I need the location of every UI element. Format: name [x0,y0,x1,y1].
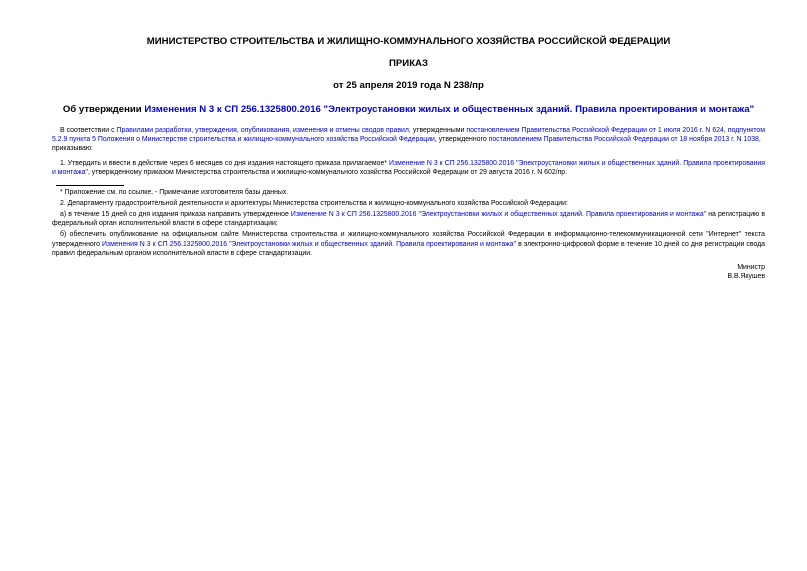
document-title [52,104,765,116]
resolution-624-link[interactable]: постановлением Правительства Российской Федерации от 1 июля 2016 г. N 624 [466,126,724,134]
order-word: приказываю: [52,144,93,152]
preamble-text-3: , [723,126,728,134]
item-2a [52,210,765,228]
doc-type-heading: ПРИКАЗ [389,58,428,69]
title-prefix: Об утверждении [62,104,145,115]
item-2b-text-1: б) обеспечить опубликование на официальном сайте Министерства строительства и жилищно-коммунального хозяйства Российской Федерации в информационно-телекоммуникационной сети "Интернет" текста утвержденного [52,231,765,248]
item-1 [52,159,765,177]
preamble-paragraph [52,126,765,144]
rules-link[interactable]: Правилами разработки, утверждения, опубликования, изменения и отмены сводов правил [116,126,409,134]
item-2a-text-2: на регистрацию в федеральный орган исполнительной власти в сфере стандартизации; [52,211,765,228]
item-2b-text-2: в электронно-цифровой форме в течение 10 дней со дня регистрации свода правил федеральным органом исполнительной власти в сфере стандартизации. [52,240,765,257]
ministry-heading: МИНИСТЕРСТВО СТРОИТЕЛЬСТВА И ЖИЛИЩНО-КОММУНАЛЬНОГО ХОЗЯЙСТВА РОССИЙСКОЙ ФЕДЕРАЦИИ [146,36,671,47]
item-2: 2. Департаменту градостроительной деятельности и архитектуры Министерства строительства и жилищно-коммунального хозяйства Российской Федерации: [60,200,568,208]
footnote-separator [56,185,124,186]
date-number-heading: от 25 апреля 2019 года N 238/пр [333,80,484,91]
footnote: * Приложение см. по ссылке. - Примечание изготовителя базы данных. [60,189,289,197]
preamble-text-5: , [758,135,761,143]
item-2a-text-1: а) в течение 15 дней со дня издания приказа направить утвержденное [60,211,291,219]
item-1-text-2: , утвержденному приказом Министерства строительства и жилищно-коммунального хозяйства Российской Федерации от 29 августа 2016 г. N 602/пр. [87,168,568,176]
amendment-link-2[interactable]: Изменение N 3 к СП 256.1325800.2016 "Электроустановки жилых и общественных зданий. Правила проектирования и монтажа" [290,211,707,219]
amendment-link-3[interactable]: Изменения N 3 к СП 256.1325800.2016 "Электроустановки жилых и общественных зданий. Правила проектирования и монтажа" [101,240,517,248]
item-1-text-1: 1. Утвердить и ввести в действие через 6 месяцев со дня издания настоящего приказа прилагаемое* [60,159,390,167]
title-link[interactable]: Изменения N 3 к СП 256.1325800.2016 "Электроустановки жилых и общественных зданий. Правила проектирования и монтажа" [144,104,755,115]
preamble-text-1: В соответствии с [60,126,117,134]
preamble-text-4: , утвержденного [434,135,489,143]
amendment-link-1[interactable]: Изменение N 3 к СП 256.1325800.2016 "Электроустановки жилых и общественных зданий. Правила проектирования и монтажа" [52,159,766,176]
item-2b [52,230,765,257]
preamble-text-2: , утвержденными [408,126,467,134]
regulation-subclause-link[interactable]: подпунктом 5.2.9 пункта 5 Положения о Министерстве строительства и жилищно-коммунального хозяйства Российской Федерации [52,126,765,143]
signer-position: Министр [737,263,765,271]
resolution-1038-link[interactable]: постановлением Правительства Российской Федерации от 18 ноября 2013 г. N 1038 [488,135,759,143]
preamble [52,126,765,153]
signer-name: В.В.Якушев [727,273,765,281]
signature-block [52,263,765,282]
